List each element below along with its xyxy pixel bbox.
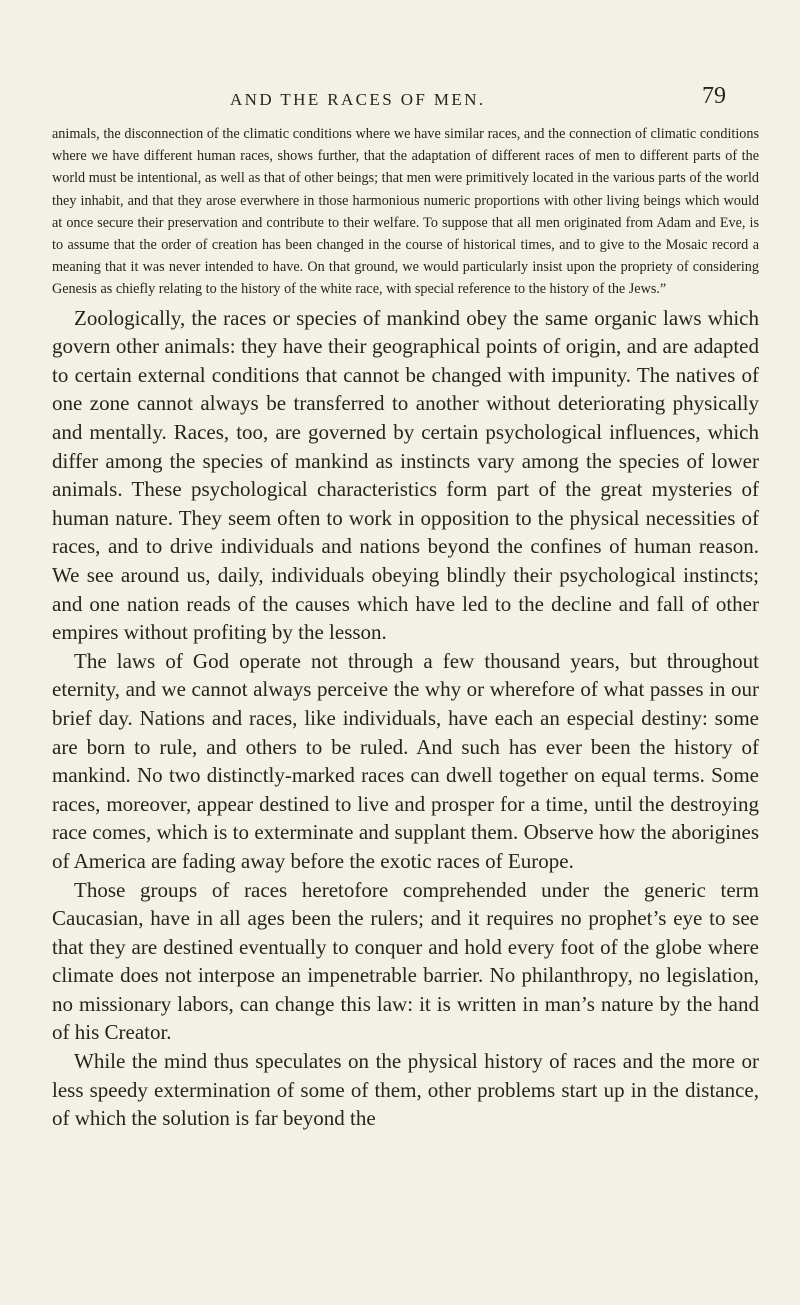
running-header (0, 83, 800, 114)
body-paragraph: Those groups of races heretofore comprehended under the generic term Caucasian, have in all ages been the rulers; and it requires no prophet’s eye to see that they are destined eventually to conquer and hold every foot of the globe where climate does not interpose an impenetrable barrier. No philanthropy, no legislation, no missionary labors, can change this law: it is written in man’s nature by the hand of his Creator. (52, 877, 759, 1045)
footnote-text: animals, the disconnection of the climatic conditions where we have similar races, and the connection of climatic conditions where we have different human races, shows further, that the adaptation of different races of men to different parts of the world must be intentional, as well as that of other beings; that men were primitively located in the various parts of the world they inhabit, and that they arose everwhere in those harmonious numeric proportions with other living beings which would at once secure their preservation and contribute to their welfare. To suppose that all men originated from Adam and Eve, is to assume that the order of creation has been changed in the course of historical times, and to give to the Mosaic record a meaning that it was never intended to have. On that ground, we would particularly insist upon the propriety of considering Genesis as chiefly relating to the history of the white race, with special reference to the history of the Jews.” (52, 126, 759, 298)
page-number: 79 (702, 83, 726, 109)
body-paragraph: The laws of God operate not through a few thousand years, but throughout eternity, and we cannot always perceive the why or wherefore of what passes in our brief day. Nations and races, like individuals, have each an especial destiny: some are born to rule, and others to be ruled. And such has ever been the history of mankind. No two distinctly-marked races can dwell together on equal terms. Some races, moreover, appear destined to live and prosper for a time, until the destroying race comes, which is to exterminate and supplant them. Observe how the aborigines of America are fading away before the exotic races of Europe. (52, 648, 759, 873)
body-paragraph: While the mind thus speculates on the physical history of races and the more or less speedy extermination of some of them, other problems start up in the distance, of which the solution is far beyond the (52, 1049, 759, 1131)
page-content (52, 123, 759, 1133)
body-paragraph: Zoologically, the races or species of mankind obey the same organic laws which govern other animals: they have their geographical points of origin, and are adapted to certain external conditions that cannot be changed with impunity. The natives of one zone cannot always be transferred to another without deteriorating physically and mentally. Races, too, are governed by certain psychological influences, which differ among the species of mankind as instincts vary among the species of lower animals. These psychological characteristics form part of the great mysteries of human nature. They seem often to work in opposition to the physical necessities of races, and to drive individuals and nations beyond the confines of human reason. We see around us, daily, individuals obeying blindly their psychological instincts; and one nation reads of the causes which have led to the decline and fall of other empires without profiting by the lesson. (52, 305, 759, 645)
running-title: AND THE RACES OF MEN. (230, 90, 486, 109)
